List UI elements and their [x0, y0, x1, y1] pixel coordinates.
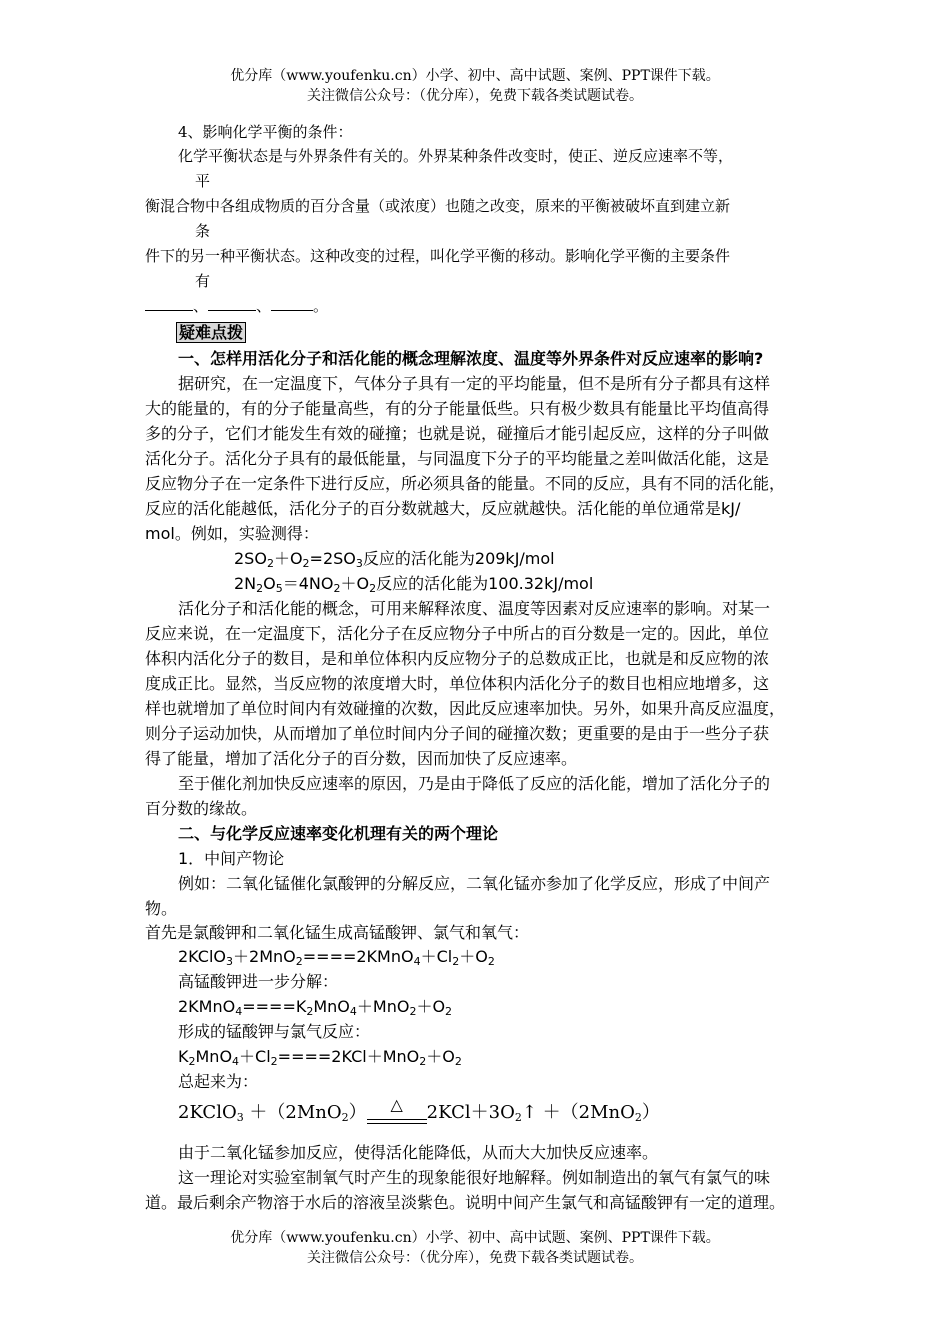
delta-heat-icon: △: [390, 1095, 403, 1114]
p2-line-5: 样也就增加了单位时间内有效碰撞的次数，因此反应速率加快。另外，如果升高反应温度，: [145, 699, 786, 718]
p2-line-2: 反应来说，在一定温度下，活化分子在反应物分子中所占的百分数是一定的。因此，单位: [145, 624, 770, 643]
p1-line-6: 反应的活化能越低，活化分子的百分数就越大，反应就越快。活化能的单位通常是kJ/: [145, 499, 741, 518]
section4-blanks: [145, 295, 328, 316]
example-line-1: 例如：二氧化锰催化氯酸钾的分解反应，二氧化锰亦参加了化学反应，形成了中间产: [178, 874, 771, 893]
equation-2: $2N_2O_5=4NO_2+O_2$反应的活化能为100.32kJ/mol: [234, 574, 594, 595]
p1-line-3: 多的分子，它们才能发生有效的碰撞；也就是说，碰撞后才能引起反应，这样的分子叫做: [145, 424, 770, 443]
reaction-2: $2KMnO_4====K_2MnO_4+MnO_2+O_2$: [178, 997, 453, 1018]
step-2-text: 高锰酸钾进一步分解：: [178, 972, 339, 991]
question-1-heading: 一、怎样用活化分子和活化能的概念理解浓度、温度等外界条件对反应速率的影响?: [178, 349, 764, 368]
p2-line-1: 活化分子和活化能的概念，可用来解释浓度、温度等因素对反应速率的影响。对某一: [178, 599, 771, 618]
period: 。: [313, 297, 329, 315]
p2-line-3: 体积内活化分子的数目，是和单位体积内反应物分子的总数成正比，也就是和反应物的浓: [145, 649, 770, 668]
separator: 、: [256, 297, 272, 315]
page-footer-line2: 关注微信公众号：（优分库），免费下载各类试题试卷。: [307, 1250, 643, 1266]
p1-line-4: 活化分子。活化分子具有的最低能量，与同温度下分子的平均能量之差叫做活化能，这是: [145, 449, 770, 468]
p1-line-1: 据研究，在一定温度下，气体分子具有一定的平均能量，但不是所有分子都具有这样: [178, 374, 771, 393]
overall-reaction: 2KClO$_3$ ＋（2MnO$_2$） △ $2KCl+3O_2↑ +(2MnO_2)$: [178, 1095, 660, 1124]
section4-line1: 化学平衡状态是与外界条件有关的。外界某种条件改变时，使正、逆反应速率不等，: [178, 147, 734, 165]
p1-line-5: 反应物分子在一定条件下进行反应，所必须具备的能量。不同的反应，具有不同的活化能，: [145, 474, 786, 493]
p2-line-7: 得了能量，增加了活化分子的百分数，因而加快了反应速率。: [145, 749, 578, 768]
p4-line-1: 这一理论对实验室制氧气时产生的现象能很好地解释。例如制造出的氧气有氯气的味: [178, 1168, 771, 1187]
page-header-line1: 优分库（www.youfenku.cn）小学、初中、高中试题、案例、PPT课件下载。: [230, 68, 720, 84]
p2-line-4: 度成正比。显然，当反应物的浓度增大时，单位体积内活化分子的数目也相应地增多，这: [145, 674, 770, 693]
page-header-line2: 关注微信公众号：（优分库），免费下载各类试题试卷。: [307, 88, 643, 104]
fill-blank-2[interactable]: [208, 298, 256, 311]
p4-line-2: 道。最后剩余产物溶于水后的溶液呈淡紫色。说明中间产生氯气和高锰酸钾有一定的道理。: [145, 1193, 786, 1212]
after-text: 由于二氧化锰参加反应，使得活化能降低，从而大大加快反应速率。: [178, 1143, 659, 1162]
equation-1-text: 反应的活化能为209kJ/mol: [362, 549, 555, 568]
fill-blank-1[interactable]: [145, 298, 193, 311]
reaction-3: $K_2MnO_4+Cl_2====2KCl+MnO_2+O_2$: [178, 1047, 462, 1068]
total-text: 总起来为：: [178, 1072, 259, 1091]
section4-line3: 件下的另一种平衡状态。这种改变的过程，叫化学平衡的移动。影响化学平衡的主要条件: [145, 247, 731, 265]
p1-line-7: mol。例如，实验测得：: [145, 524, 319, 543]
equation-2-text: 反应的活化能为100.32kJ/mol: [376, 574, 594, 593]
p2-line-6: 则分子运动加快，从而增加了单位时间内分子间的碰撞次数；更重要的是由于一些分子获: [145, 724, 770, 743]
section4-line1-wrap: 平: [195, 172, 211, 190]
section4-title: 4、影响化学平衡的条件：: [178, 123, 353, 141]
section4-line3-wrap: 有: [195, 272, 211, 290]
question-2-heading: 二、与化学反应速率变化机理有关的两个理论: [178, 824, 499, 843]
tips-label-text: 疑难点拨: [176, 322, 246, 343]
tips-label: [176, 320, 246, 343]
page-footer-line1: 优分库（www.youfenku.cn）小学、初中、高中试题、案例、PPT课件下载。: [230, 1230, 720, 1246]
section4-line2: 衡混合物中各组成物质的百分含量（或浓度）也随之改变，原来的平衡被破坏直到建立新: [145, 197, 731, 215]
heating-arrow: [367, 1095, 427, 1124]
first-step-text: 首先是氯酸钾和二氧化锰生成高锰酸钾、氯气和氧气：: [145, 923, 530, 942]
example-line-2: 物。: [145, 899, 178, 918]
equation-1: $2SO_2+O_2=2SO_3$反应的活化能为209kJ/mol: [234, 549, 555, 570]
reaction-1: $2KClO_3+2MnO_2====2KMnO_4+Cl_2+O_2$: [178, 947, 495, 968]
p3-line-1: 至于催化剂加快反应速率的原因，乃是由于降低了反应的活化能，增加了活化分子的: [178, 774, 771, 793]
p3-line-2: 百分数的缘故。: [145, 799, 258, 818]
fill-blank-3[interactable]: [271, 298, 313, 311]
section4-line2-wrap: 条: [195, 222, 211, 240]
p1-line-2: 大的能量的，有的分子能量高些，有的分子能量低些。只有极少数具有能量比平均值高得: [145, 399, 770, 418]
separator: 、: [193, 297, 209, 315]
step-3-text: 形成的锰酸钾与氯气反应：: [178, 1022, 371, 1041]
subheading-intermediate-theory: 1．中间产物论: [178, 849, 285, 868]
